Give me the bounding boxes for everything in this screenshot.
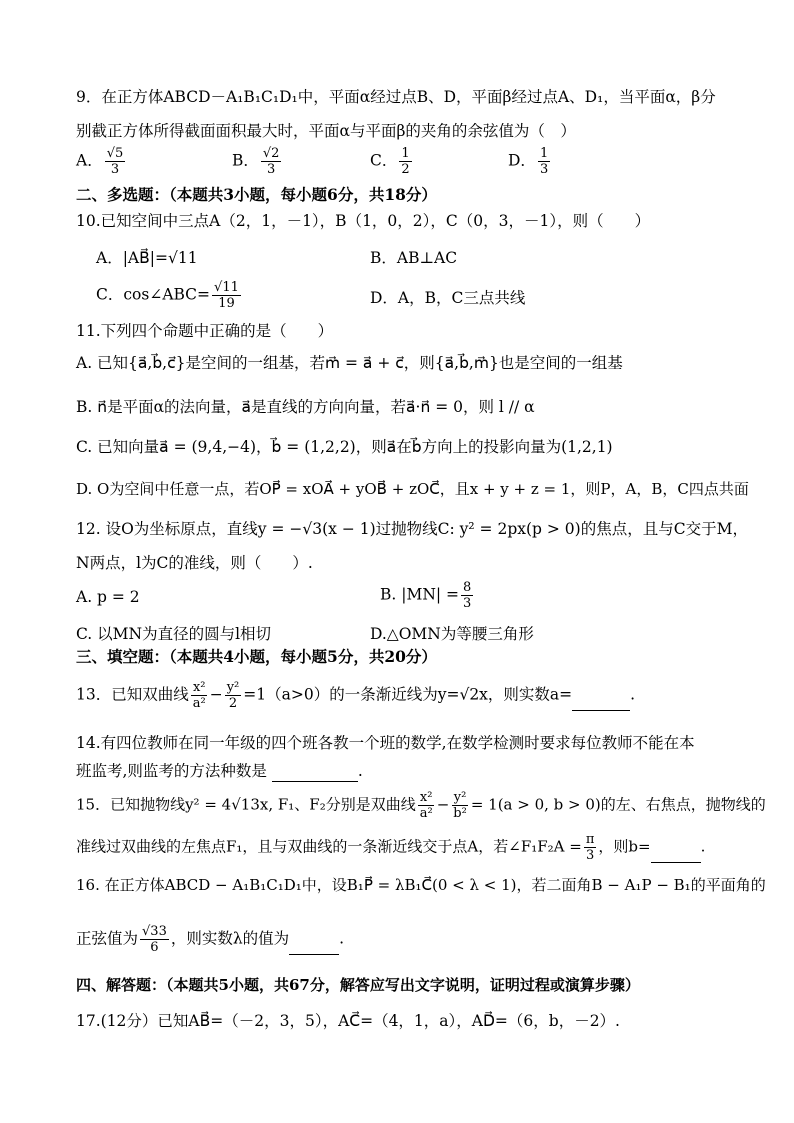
q10-option-a: A．|AB⃗|=√11	[96, 249, 198, 267]
q15-line1: 15．已知抛物线y² = 4√13x, F₁、F₂分别是双曲线 $\frac{\text{x²}}{\text{a²}}$ − $\frac{\text{y²}}{\text{b²}}$ = 1(a > 0, b > 0)的左、右焦点，抛物线的	[76, 790, 766, 821]
q11-option-d: D. O为空间中任意一点，若OP⃗ = xOA⃗ + yOB⃗ + zOC⃗，且x + y + z = 1，则P，A，B，C四点共面	[76, 480, 749, 498]
section-4-heading: 四、解答题：（本题共5小题，共67分，解答应写出文字说明，证明过程或演算步骤）	[76, 976, 640, 994]
q11-option-c: C. 已知向量a⃗ = (9,4,−4)，b⃗ = (1,2,2)，则a⃗在b⃗方向上的投影向量为(1,2,1)	[76, 438, 613, 456]
q9-option-c: C． $\frac{1}{2}$	[370, 146, 410, 177]
q15-line2: 准线过双曲线的左焦点F₁，且与双曲线的一条渐近线交于点A，若∠F₁F₂A = $\frac{\pi}{3}$ ，则b= .	[76, 832, 706, 863]
q9-line2: 别截正方体所得截面面积最大时，平面α与平面β的夹角的余弦值为（ ）	[76, 122, 576, 140]
q10-stem: 10.已知空间中三点A（2，1，－1），B（1，0，2），C（0，3，－1），则（ ）	[76, 212, 651, 230]
q9-option-d: D． $\frac{1}{3}$	[508, 146, 549, 177]
section-2-heading: 二、多选题：（本题共3小题，每小题6分，共18分）	[76, 185, 437, 204]
q17-line: 17.(12分）已知AB⃗=（－2，3，5），AC⃗=（4，1，a），AD⃗=（6，b，－2）.	[76, 1012, 620, 1030]
q9-option-a: A． $\frac{√5}{3}$	[76, 146, 124, 177]
q9-line1: 9．在正方体ABCD－A₁B₁C₁D₁中，平面α经过点B、D，平面β经过点A、D₁，当平面α，β分	[76, 88, 716, 106]
q16-answer-blank	[289, 938, 339, 955]
q12-option-a: A. p = 2	[76, 588, 140, 606]
q10-option-b: B．AB⊥AC	[370, 249, 458, 267]
q11-stem: 11.下列四个命题中正确的是（ ）	[76, 322, 334, 340]
q11-option-b: B. n⃗是平面α的法向量，a⃗是直线的方向向量，若a⃗·n⃗ = 0，则 l // α	[76, 398, 535, 416]
q12-line2: N两点，l为C的准线，则（ ）.	[76, 554, 313, 572]
q16-line2: 正弦值为 $\frac{√33}{6}$ ，则实数λ的值为 .	[76, 924, 345, 955]
q9-option-b: B． $\frac{√2}{3}$	[232, 146, 280, 177]
q10-option-d: D．A，B，C三点共线	[370, 289, 526, 307]
section-3-heading: 三、填空题：（本题共4小题，每小题5分，共20分）	[76, 647, 437, 666]
q14-line2: 班监考,则监考的方法种数是 .	[76, 762, 363, 780]
q14-answer-blank	[272, 765, 358, 782]
q15-answer-blank	[651, 846, 701, 863]
q16-line1: 16. 在正方体ABCD − A₁B₁C₁D₁中，设B₁P⃗ = λB₁C⃗(0 < λ < 1)，若二面角B − A₁P − B₁的平面角的	[76, 876, 766, 894]
q13-line: 13．已知双曲线 $\frac{\text{x²}}{\text{a²}}$ − $\frac{\text{y²}}{2}$ =1（a>0）的一条渐近线为y=√2x，则实数a= .	[76, 680, 636, 711]
q13-answer-blank	[572, 694, 630, 711]
q12-option-c: C. 以MN为直径的圆与l相切	[76, 625, 272, 643]
q11-option-a: A. 已知{a⃗,b⃗,c⃗}是空间的一组基，若m⃗ = a⃗ + c⃗，则{a⃗,b⃗,m⃗}也是空间的一组基	[76, 354, 623, 372]
q12-option-b: B. |MN| = $\frac{8}{3}$	[380, 580, 472, 611]
q14-line1: 14.有四位教师在同一年级的四个班各教一个班的数学,在数学检测时要求每位教师不能在本	[76, 734, 695, 752]
q10-option-c: C．cos∠ABC= $\frac{√11}{19}$	[96, 280, 239, 311]
q12-line1: 12. 设O为坐标原点，直线y = −√3(x − 1)过抛物线C: y² = 2px(p > 0)的焦点，且与C交于M，	[76, 520, 748, 538]
q12-option-d: D.△OMN为等腰三角形	[370, 625, 534, 643]
